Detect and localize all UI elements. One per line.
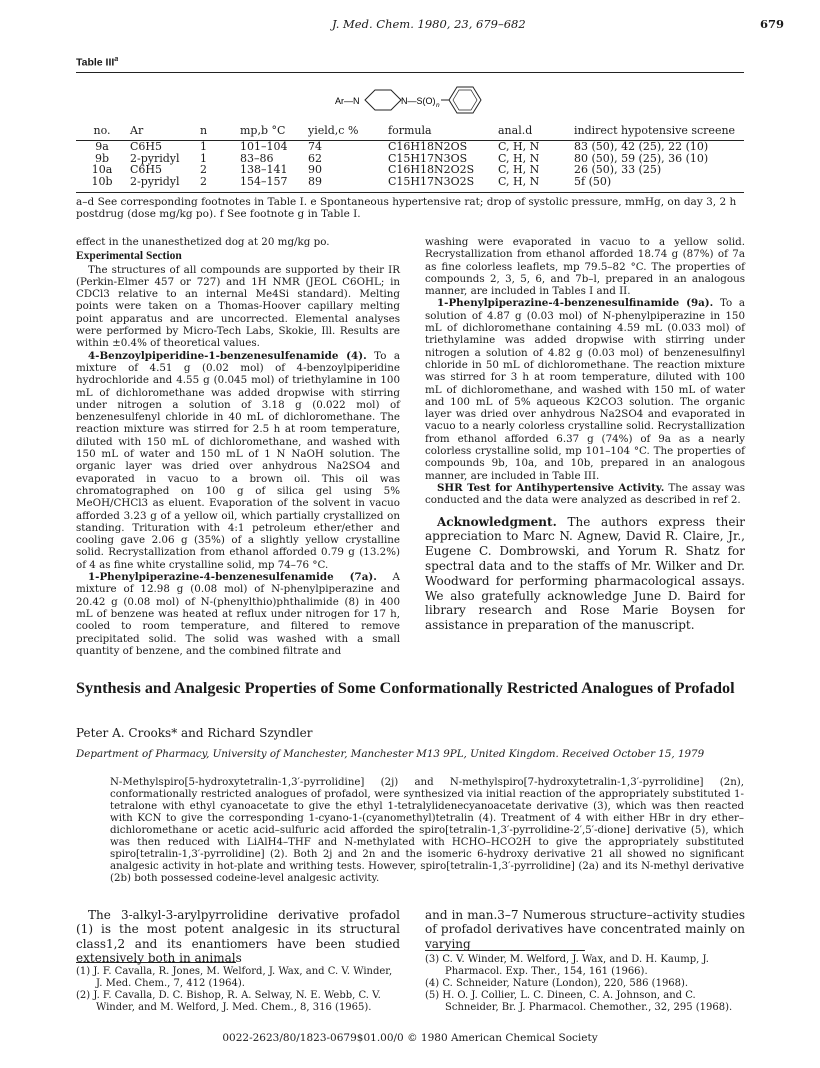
cell-mp: 138–141 <box>240 163 288 176</box>
acknowledgment-body: The authors express their appreciation to Marc N. Agnew, David R. Claire, Jr., Eugene C. Dombrowski, and Yorum R. Shatz for spectral data and to the staffs of Mr. Wilker and Dr. Woodward for performing pharmacological assays. We also gratefully acknowledge June D. Baird for library research and Rose Marie Boysen for assistance in preparation of the manuscript. <box>425 514 745 633</box>
table-header-row <box>76 124 744 141</box>
cell-anal: C, H, N <box>498 163 540 176</box>
acknowledgment <box>425 515 745 633</box>
col-header: anal.d <box>496 124 572 141</box>
cell-yield: 90 <box>308 163 322 176</box>
svg-text:Ar—N: Ar—N <box>335 96 360 106</box>
intro-left: The 3-alkyl-3-arylpyrrolidine derivative profadol (1) is the most potent analgesic in its structural class1,2 and its enantiomers have been studied extensively both in animals <box>76 908 400 966</box>
article-abstract: N-Methylspiro[5-hydroxytetralin-1,3′-pyrrolidine] (2j) and N-methylspiro[7-hydroxytetralin-1,3′-pyrrolidine] (2n), conformationally restricted analogues of profadol, were synthesized via initial reaction of the appropriately substituted 1-tetralone with ethyl cyanoacetate to give the ethyl 1-tetralylidenecyanoacetate derivative (3), which was then reacted with KCN to give the corresponding 1-cyano-1-(cyanomethyl)tetralin (4). Treatment of 4 with either HBr in dry ether–dichloromethane or acetic acid–sulfuric acid afforded the spiro[tetralin-1,3′-pyrrolidine-2′,5′-dione] derivative (5), which was then reduced with LiAlH4–THF and N-methylated with HCHO–HCO2H to give the appropriately substituted spiro[tetralin-1,3′-pyrrolidine] (2). Both 2j and 2n and the isomeric 6-hydroxy derivative 21 all showed no significant analgesic activity in hot-plate and writhing tests. However, spiro[tetralin-1,3′-pyrrolidine] (2a) and its N-methyl derivative (2b) both possessed codeine-level analgesic activity. <box>110 777 744 884</box>
svg-text:N—S(O): N—S(O) <box>401 96 436 106</box>
right-column <box>425 236 745 633</box>
paragraph <box>425 297 745 481</box>
paragraph-body: The assay was conducted and the data were analyzed as described in ref 2. <box>425 481 745 507</box>
structure-diagram <box>335 80 495 120</box>
cell-screen: 5f (50) <box>574 174 612 188</box>
svg-text:n: n <box>436 102 440 109</box>
paragraph-body: A mixture of 12.98 g (0.08 mol) of N-phenylpiperazine and 20.42 g (0.08 mol) of N-(phenylthio)phthalimide (8) in 400 mL of benzene was heated at reflux under nitrogen for 17 h, cooled to room temperature, and filtered to remove precipitated solid. The solid was washed with a small quantity of benzene, and the combined filtrate and <box>76 571 400 657</box>
col-header: formula <box>386 124 496 141</box>
cell-ar: 2-pyridyl <box>130 174 180 188</box>
cell-n: 2 <box>200 174 207 188</box>
section-heading: Experimental Section <box>76 250 182 263</box>
intro-right: and in man.3–7 Numerous structure–activity studies of profadol derivatives have concentrated mainly on varying <box>425 908 745 951</box>
copyright-line: 0022-2623/80/1823-0679$01.00/0 © 1980 American Chemical Society <box>222 1032 598 1044</box>
table-label: Table III$^a$ <box>76 56 119 69</box>
paragraph-heading: SHR Test for Antihypertensive Activity. <box>437 481 665 494</box>
cell-screen: 80 (50), 59 (25), 36 (10) <box>574 151 709 165</box>
page-number: 679 <box>759 17 784 31</box>
table-row <box>76 176 744 188</box>
left-column <box>76 236 400 657</box>
col-header: yield,c % <box>306 124 386 141</box>
references-left <box>76 966 400 1014</box>
cell-screen: 26 (50), 33 (25) <box>574 163 662 176</box>
article-authors: Peter A. Crooks* and Richard Szyndler <box>76 726 313 740</box>
paragraph-heading: 4-Benzoylpiperidine-1-benzenesulfenamide (4). <box>88 349 367 362</box>
col-header: mp,b °C <box>238 124 306 141</box>
cell-n: 2 <box>200 163 207 176</box>
cell-mp: 154–157 <box>240 174 288 188</box>
paragraph: washing were evaporated in vacuo to a yellow solid. Recrystallization from ethanol afforded 18.74 g (87%) of 7a as fine colorless leaflets, mp 79.5–82 °C. The properties of compounds 2, 3, 5, 6, and 7b–l, prepared in an analogous manner, are included in Tables I and II. <box>425 236 745 298</box>
cell-no: 9b <box>94 151 110 165</box>
paragraph: The structures of all compounds are supported by their IR (Perkin-Elmer 457 or 727) and 1H NMR (JEOL C6OHL; in CDCl3 relative to an internal Me4Si standard). Melting points were taken on a Thomas-Hoover capillary melting point apparatus and are uncorrected. Elemental analyses were performed by Micro-Tech Labs, Skokie, Ill. Results are within ±0.4% of theoretical values. <box>76 263 400 350</box>
reference-item: (3) C. V. Winder, M. Welford, J. Wax, and D. H. Kaump, J. Pharmacol. Exp. Ther., 154, 161 (1966). <box>425 954 709 977</box>
cell-yield: 62 <box>308 151 322 165</box>
table-bottom-rule <box>76 192 744 193</box>
col-header: indirect hypotensive screene <box>572 124 744 141</box>
references-right <box>425 954 745 1014</box>
cell-ar: 2-pyridyl <box>130 151 180 165</box>
col-header: n <box>198 124 238 141</box>
cell-n: 1 <box>200 140 207 153</box>
journal-citation: J. Med. Chem. 1980, 23, 679–682 <box>332 17 526 31</box>
cell-screen: 83 (50), 42 (25), 22 (10) <box>574 140 709 153</box>
col-header: Ar <box>128 124 198 141</box>
cell-mp: 83–86 <box>240 151 274 165</box>
cell-mp: 101–104 <box>240 140 288 153</box>
table-footnote: a–d See corresponding footnotes in Table I. e Spontaneous hypertensive rat; drop of systolic pressure, mmHg, on day 3, 2 h postdrug (dose mg/kg po). f See footnote g in Table I. <box>76 196 737 220</box>
reference-item: (2) J. F. Cavalla, D. C. Bishop, R. A. Selway, N. E. Webb, C. V. Winder, and M. Welford, J. Med. Chem., 8, 316 (1965). <box>76 990 381 1013</box>
cell-formula: C16H18N2OS <box>388 140 468 153</box>
reference-item: (1) J. F. Cavalla, R. Jones, M. Welford, J. Wax, and C. V. Winder, J. Med. Chem., 7, 412 (1964). <box>76 966 393 989</box>
cell-formula: C15H17N3O2S <box>388 174 475 188</box>
table-row <box>76 164 744 176</box>
article-title: Synthesis and Analgesic Properties of Some Conformationally Restricted Analogues of Profadol <box>76 679 735 697</box>
paragraph <box>425 482 745 507</box>
footnote-rule-right <box>425 950 585 951</box>
cell-no: 10a <box>91 163 113 176</box>
cell-formula: C16H18N2O2S <box>388 163 475 176</box>
reference-item: (5) H. O. J. Collier, L. C. Dineen, C. A. Johnson, and C. Schneider, Br. J. Pharmacol. Chemother., 32, 295 (1968). <box>425 990 733 1013</box>
article-affiliation: Department of Pharmacy, University of Manchester, Manchester M13 9PL, United Kingdom. Received October 15, 1979 <box>76 748 705 760</box>
cell-no: 10b <box>91 174 113 188</box>
cell-anal: C, H, N <box>498 140 540 153</box>
cell-yield: 74 <box>308 140 322 153</box>
cell-anal: C, H, N <box>498 174 540 188</box>
cell-formula: C15H17N3OS <box>388 151 468 165</box>
cell-anal: C, H, N <box>498 151 540 165</box>
table-top-rule <box>76 72 744 73</box>
cell-ar: C6H5 <box>130 163 163 176</box>
paragraph-body: To a solution of 4.87 g (0.03 mol) of N-phenylpiperazine in 150 mL of dichloromethane containing 4.59 mL (0.033 mol) of triethylamine was added dropwise with stirring under nitrogen a solution of 4.82 g (0.03 mol) of benzenesulfinyl chloride in 50 mL of dichloromethane. The reaction mixture was stirred for 3 h at room temperature, diluted with 100 mL of dichloromethane, and washed with 150 mL of water and 100 mL of 5% aqueous K2CO3 solution. The organic layer was dried over anhydrous Na2SO4 and evaporated in vacuo to a nearly colorless crystalline solid. Recrystallization from ethanol afforded 6.37 g (74%) of 9a as a nearly colorless crystalline solid, mp 101–104 °C. The properties of compounds 9b, 10a, and 10b, prepared in an analogous manner, are included in Table III. <box>425 297 745 482</box>
data-table <box>76 124 744 187</box>
col-header: no. <box>76 124 128 141</box>
acknowledgment-heading: Acknowledgment. <box>437 514 557 529</box>
table-row <box>76 141 744 153</box>
footnote-rule-left <box>76 962 236 963</box>
paragraph <box>76 350 400 571</box>
cell-n: 1 <box>200 151 207 165</box>
paragraph: effect in the unanesthetized dog at 20 mg/kg po. <box>76 236 330 248</box>
paragraph-heading: 1-Phenylpiperazine-4-benzenesulfenamide (7a). <box>88 571 377 584</box>
cell-no: 9a <box>95 140 109 153</box>
cell-yield: 89 <box>308 174 322 188</box>
paragraph-heading: 1-Phenylpiperazine-4-benzenesulfinamide (9a). <box>437 297 714 310</box>
paragraph <box>76 571 400 657</box>
paragraph-body: To a mixture of 4.51 g (0.02 mol) of 4-benzoylpiperidine hydrochloride and 4.55 g (0.045 mol) of triethylamine in 100 mL of dichloromethane was added dropwise with stirring under nitrogen a solution of 3.18 g (0.022 mol) of benzenesulfenyl chloride in 40 mL of dichloromethane. The reaction mixture was stirred for 2.5 h at room temperature, diluted with 150 mL of dichloromethane, and washed with 150 mL of water and 150 mL of 1 N NaOH solution. The organic layer was dried over anhydrous Na2SO4 and evaporated in vacuo to a brown oil. This oil was chromatographed on 100 g of silica gel using 5% MeOH/CHCl3 as eluent. Evaporation of the solvent in vacuo afforded 3.23 g of a yellow oil, which partially crystallized on standing. Trituration with 4:1 petroleum ether/ether and cooling gave 2.06 g (35%) of a slightly yellow crystalline solid. Recrystallization from ethanol afforded 0.79 g (13.2%) of 4 as fine white crystalline solid, mp 74–76 °C. <box>76 349 400 571</box>
cell-ar: C6H5 <box>130 140 163 153</box>
reference-item: (4) C. Schneider, Nature (London), 220, 586 (1968). <box>425 978 689 989</box>
